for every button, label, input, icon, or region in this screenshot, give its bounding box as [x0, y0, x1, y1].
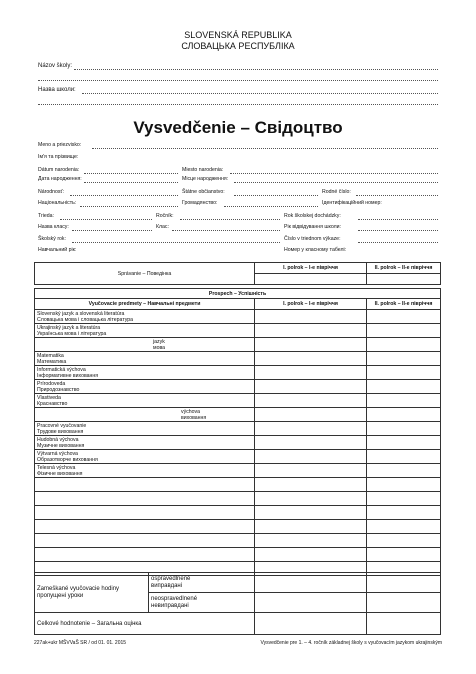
sem2-subjects-header: II. polrok – II-е півріччя	[367, 299, 441, 310]
behaviour-sem1-cell[interactable]	[255, 274, 367, 285]
grade-cell[interactable]	[367, 478, 441, 492]
subject-uk: виховання	[181, 414, 207, 421]
school-name-uk-label: Назва школи:	[38, 87, 76, 93]
grade-cell[interactable]	[367, 506, 441, 520]
table-row	[35, 338, 441, 352]
table-row	[35, 422, 441, 436]
table-row	[35, 408, 441, 422]
table-row-empty	[35, 478, 441, 492]
excused-sk: ospravedlnené	[151, 575, 191, 582]
grade-cell[interactable]	[367, 310, 441, 324]
subject-cell-empty[interactable]	[35, 478, 255, 492]
school-name-uk-line-2[interactable]	[38, 104, 438, 105]
subject-uk: Фізичне виховання	[37, 470, 83, 477]
citizenship-line[interactable]	[234, 195, 318, 196]
sem1-subjects-header: I. polrok – I-е півріччя	[255, 299, 367, 310]
country-uk: СЛОВАЦЬКА РЕСПУБЛІКА	[181, 41, 295, 51]
register-uk-label: Номер у класному табелі:	[284, 247, 347, 253]
nationality-uk-label: Національність:	[38, 200, 77, 206]
grade-cell[interactable]	[255, 548, 367, 562]
subject-uk: Словацька мова і словацька література	[37, 316, 134, 323]
subject-uk: Краснавство	[37, 400, 68, 407]
grade-cell[interactable]	[367, 352, 441, 366]
grade-cell[interactable]	[367, 394, 441, 408]
dob-uk-label: Дата народження:	[38, 176, 82, 182]
school-name-sk-label: Názov školy:	[38, 63, 73, 69]
grade-cell[interactable]	[367, 548, 441, 562]
idno-uk-label: Ідентифікаційний номер:	[322, 200, 382, 206]
grade-cell[interactable]	[255, 408, 367, 422]
unexcused-uk: невиправдані	[151, 602, 189, 609]
birthno-line[interactable]	[356, 195, 438, 196]
subject-sk: Hudobná výchova	[37, 436, 79, 443]
year-line[interactable]	[72, 242, 280, 243]
subject-sk: Telesná výchova	[37, 464, 76, 471]
table-row-empty	[35, 492, 441, 506]
grade-sk-label: Ročník:	[156, 213, 174, 219]
grade-cell[interactable]	[255, 324, 367, 338]
subject-uk: Математика	[37, 358, 67, 365]
school-name-line[interactable]	[74, 69, 438, 70]
subject-sk: Výtvarná výchova	[37, 450, 78, 457]
subject-sk: výchova	[181, 408, 201, 415]
pob-uk-label: Місце народження:	[182, 176, 229, 182]
grade-cell[interactable]	[367, 422, 441, 436]
table-row-empty	[35, 520, 441, 534]
school-name-line-2[interactable]	[38, 80, 438, 81]
name-line[interactable]	[92, 148, 438, 149]
subject-sk: Informatická výchova	[37, 366, 86, 373]
year-sk-label: Školský rok:	[38, 236, 66, 242]
schoolyear-uk-line[interactable]	[358, 230, 438, 231]
grade-cell[interactable]	[255, 394, 367, 408]
name-sk-label: Meno a priezvisko:	[38, 142, 82, 148]
grade-uk-label: Клас:	[156, 224, 169, 230]
excused-uk: виправдані	[151, 582, 183, 589]
table-row	[35, 450, 441, 464]
dob-line[interactable]	[84, 173, 178, 174]
grade-cell[interactable]	[255, 422, 367, 436]
behaviour-label: Správanie – Поведінка	[35, 263, 255, 285]
subject-cell-empty[interactable]	[35, 520, 255, 534]
behaviour-sem2-cell[interactable]	[367, 274, 441, 285]
country-sk: SLOVENSKÁ REPUBLIKA	[184, 30, 292, 40]
excused-sem1-cell[interactable]	[255, 573, 367, 593]
register-sk-label: Číslo v triednom výkaze:	[284, 236, 341, 242]
absence-uk: пропущені уроки	[37, 592, 84, 599]
nationality-uk-line[interactable]	[80, 206, 178, 207]
table-row-empty	[35, 506, 441, 520]
subject-uk: Інформативне виховання	[37, 372, 99, 379]
grade-cell[interactable]	[367, 464, 441, 478]
dob-uk-line[interactable]	[84, 182, 178, 183]
subject-uk: Українська мова і література	[37, 330, 107, 337]
grade-uk-line[interactable]	[172, 230, 280, 231]
dob-sk-label: Dátum narodenia:	[38, 167, 80, 173]
citizenship-uk-label: Громадянство:	[182, 200, 218, 206]
subjects-header: Vyučovacie predmety – Навчальні предмети	[35, 299, 255, 310]
unexcused-sem1-cell[interactable]	[255, 593, 367, 613]
document-title: Vysvedčenie – Свідоцтво	[133, 118, 343, 137]
footer-description: Vysvedčenie pre 1. – 4. ročník základnej školy s vyučovacím jazykom ukrajinským	[260, 640, 442, 646]
progress-header: Prospech – Успішність	[35, 289, 441, 299]
class-sk-label: Trieda:	[38, 213, 54, 219]
grade-cell[interactable]	[367, 520, 441, 534]
table-row	[35, 352, 441, 366]
school-name-uk-line[interactable]	[82, 93, 438, 94]
table-row-empty	[35, 548, 441, 562]
grade-cell[interactable]	[367, 492, 441, 506]
grade-cell[interactable]	[367, 380, 441, 394]
table-row	[35, 394, 441, 408]
subject-cell-empty[interactable]	[35, 506, 255, 520]
grade-cell[interactable]	[367, 408, 441, 422]
grade-cell[interactable]	[255, 366, 367, 380]
subject-sk: jazyk	[153, 338, 165, 345]
nationality-sk-label: Národnosť:	[38, 189, 64, 195]
grade-cell[interactable]	[255, 520, 367, 534]
pob-sk-label: Miesto narodenia:	[182, 167, 224, 173]
schoolyear-sk-label: Rok školskej dochádzky:	[284, 213, 341, 219]
table-row	[35, 464, 441, 478]
subject-sk: Prírodoveda	[37, 380, 66, 387]
grade-line[interactable]	[180, 219, 280, 220]
birthno-sk-label: Rodné číslo:	[322, 189, 351, 195]
grade-cell[interactable]	[255, 478, 367, 492]
grade-cell[interactable]	[367, 450, 441, 464]
subject-uk: Образотворче виховання	[37, 456, 98, 463]
grade-cell[interactable]	[255, 310, 367, 324]
overall-sem2-cell[interactable]	[367, 613, 441, 635]
grade-cell[interactable]	[255, 534, 367, 548]
grade-cell[interactable]	[255, 352, 367, 366]
table-row	[35, 380, 441, 394]
grade-cell[interactable]	[255, 450, 367, 464]
subject-sk: Matematika	[37, 352, 64, 359]
subject-uk: Музичне виховання	[37, 442, 85, 449]
table-row	[35, 436, 441, 450]
table-row	[35, 366, 441, 380]
grade-cell[interactable]	[255, 492, 367, 506]
class-uk-line[interactable]	[72, 230, 152, 231]
excused-sem2-cell[interactable]	[367, 573, 441, 593]
grade-cell[interactable]	[367, 534, 441, 548]
grade-cell[interactable]	[255, 338, 367, 352]
grade-cell[interactable]	[367, 436, 441, 450]
table-row	[35, 310, 441, 324]
subject-sk: Slovenský jazyk a slovenská literatúra	[37, 310, 125, 317]
register-line[interactable]	[358, 242, 438, 243]
subject-cell-empty[interactable]	[35, 548, 255, 562]
citizenship-uk-line[interactable]	[224, 206, 318, 207]
grade-cell[interactable]	[367, 338, 441, 352]
grade-cell[interactable]	[255, 380, 367, 394]
overall-sem1-cell[interactable]	[255, 613, 367, 635]
subject-uk: Трудове виховання	[37, 428, 84, 435]
subject-uk: Природознавство	[37, 386, 80, 393]
subject-uk: мова	[153, 344, 166, 351]
pob-line[interactable]	[230, 173, 438, 174]
grade-cell[interactable]	[255, 506, 367, 520]
class-uk-label: Назва класу:	[38, 224, 69, 230]
subject-sk: Vlastiveda	[37, 394, 61, 401]
sem1-header: I. polrok – I-е півріччя	[255, 263, 367, 274]
citizenship-sk-label: Štátne občianstvo:	[182, 189, 225, 195]
subject-sk: Ukrajinský jazyk a literatúra	[37, 324, 101, 331]
grade-cell[interactable]	[255, 436, 367, 450]
sem2-header: II. polrok – II-е півріччя	[367, 263, 441, 274]
subjects-table	[34, 288, 441, 576]
unexcused-sk: neospravedlnené	[151, 595, 198, 602]
footer-form-code: 227ak+ukr MŠVVaŠ SR / od 01. 01. 2015	[34, 640, 127, 646]
absence-sk: Zameškané vyučovacie hodiny	[37, 585, 120, 592]
behaviour-table	[34, 262, 441, 285]
grade-cell[interactable]	[255, 464, 367, 478]
unexcused-sem2-cell[interactable]	[367, 593, 441, 613]
table-row-empty	[35, 534, 441, 548]
overall-label: Celkové hodnotenie – Загальна оцінка	[35, 613, 255, 635]
grade-cell[interactable]	[367, 324, 441, 338]
subject-cell-empty[interactable]	[35, 534, 255, 548]
grade-cell[interactable]	[367, 366, 441, 380]
class-line[interactable]	[60, 219, 152, 220]
schoolyear-line[interactable]	[358, 219, 438, 220]
schoolyear-uk-label: Рік відвідування школи:	[284, 224, 341, 230]
table-row	[35, 324, 441, 338]
name-uk-label: Ім'я та прізвище:	[38, 154, 79, 160]
year-uk-label: Навчальний рік:	[38, 247, 77, 253]
subject-cell-empty[interactable]	[35, 492, 255, 506]
nationality-line[interactable]	[70, 195, 178, 196]
pob-uk-line[interactable]	[234, 182, 438, 183]
subject-sk: Pracovné vyučovanie	[37, 422, 87, 429]
absence-table	[34, 572, 441, 635]
